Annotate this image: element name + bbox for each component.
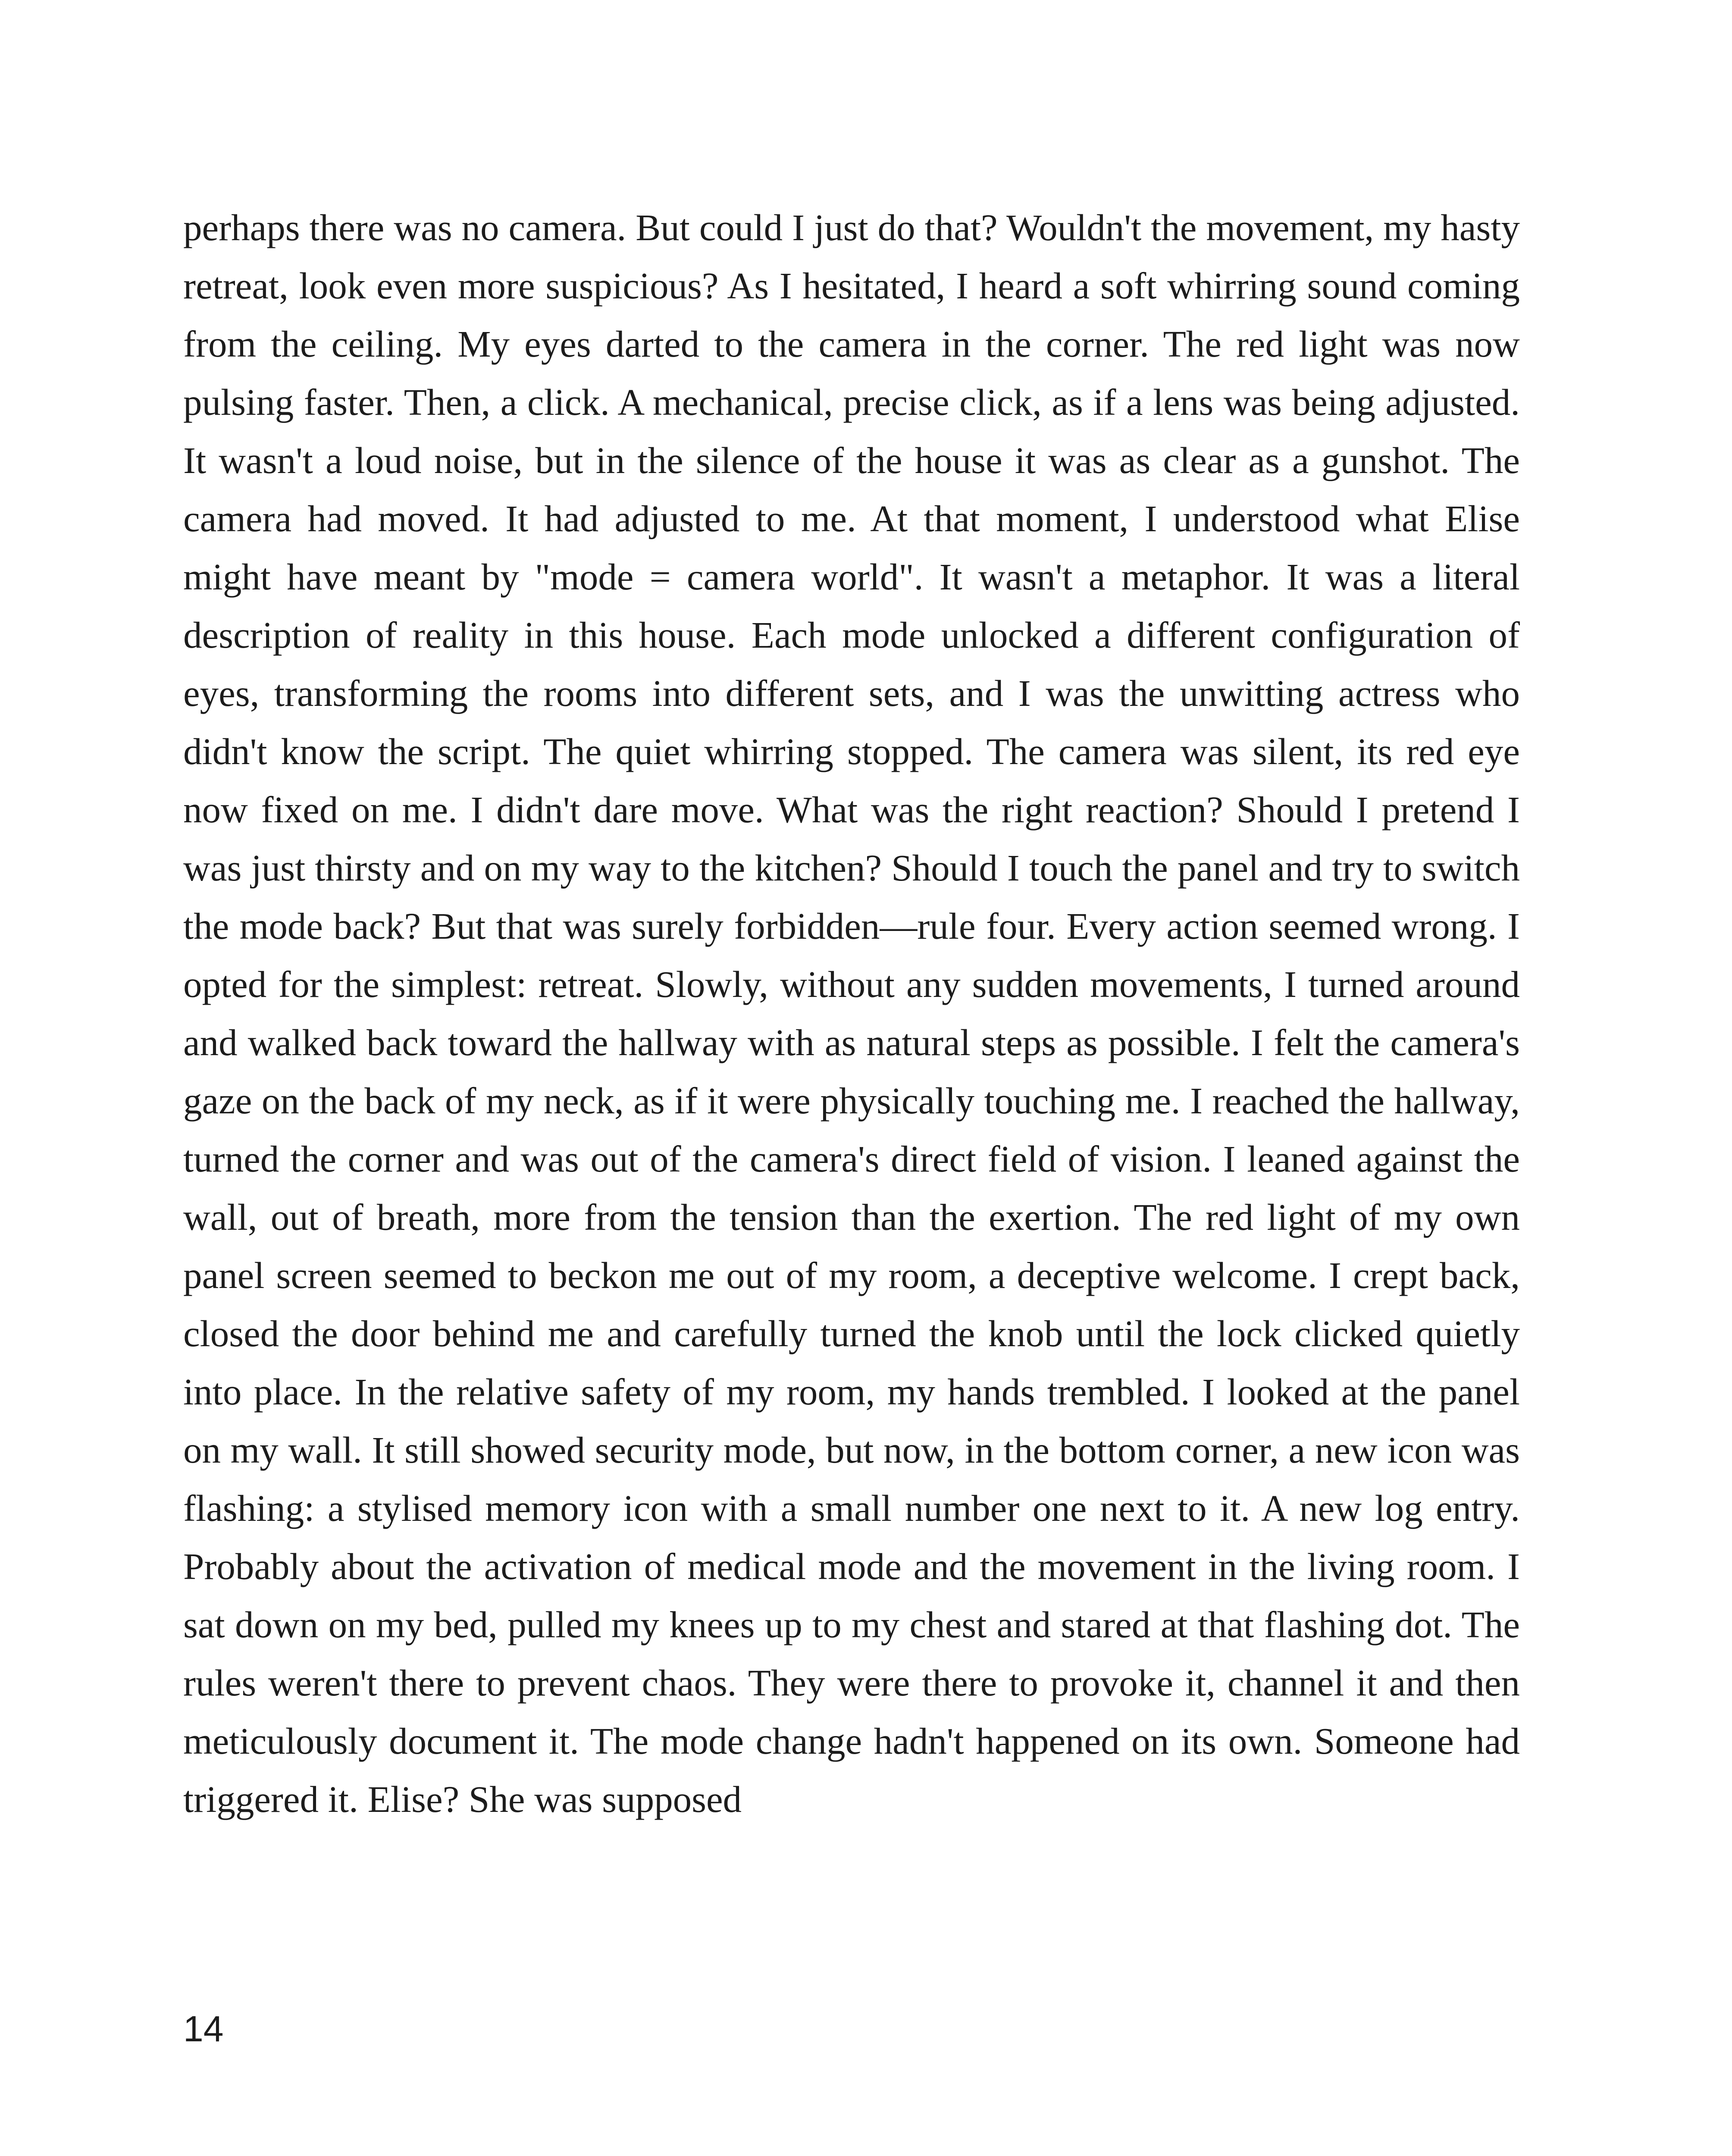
page-number: 14	[183, 2009, 224, 2049]
body-paragraph: perhaps there was no camera. But could I just do that? Wouldn't the movement, my hasty retreat, look even more suspicious? As I hesitated, I heard a soft whirring sound coming from the ceiling. My eyes darted to the camera in the corner. The red light was now pulsing faster. Then, a click. A mechanical, precise click, as if a lens was being adjusted. It wasn't a loud noise, but in the silence of the house it was as clear as a gunshot. The camera had moved. It had adjusted to me. At that moment, I understood what Elise might have meant by "mode = camera world". It wasn't a metaphor. It was a literal description of reality in this house. Each mode unlocked a different configuration of eyes, transforming the rooms into different sets, and I was the unwitting actress who didn't know the script. The quiet whirring stopped. The camera was silent, its red eye now fixed on me. I didn't dare move. What was the right reaction? Should I pretend I was just thirsty and on my way to the kitchen? Should I touch the panel and try to switch the mode back? But that was surely forbidden—rule four. Every action seemed wrong. I opted for the simplest: retreat. Slowly, without any sudden movements, I turned around and walked back toward the hallway with as natural steps as possible. I felt the camera's gaze on the back of my neck, as if it were physically touching me. I reached the hallway, turned the corner and was out of the camera's direct field of vision. I leaned against the wall, out of breath, more from the tension than the exertion. The red light of my own panel screen seemed to beckon me out of my room, a deceptive welcome. I crept back, closed the door behind me and carefully turned the knob until the lock clicked quietly into place. In the relative safety of my room, my hands trembled. I looked at the panel on my wall. It still showed security mode, but now, in the bottom corner, a new icon was flashing: a stylised memory icon with a small number one next to it. A new log entry. Probably about the activation of medical mode and the movement in the living room. I sat down on my bed, pulled my knees up to my chest and stared at that flashing dot. The rules weren't there to prevent chaos. They were there to provoke it, channel it and then meticulously document it. The mode change hadn't happened on its own. Someone had triggered it. Elise? She was supposed	[183, 207, 1520, 1820]
